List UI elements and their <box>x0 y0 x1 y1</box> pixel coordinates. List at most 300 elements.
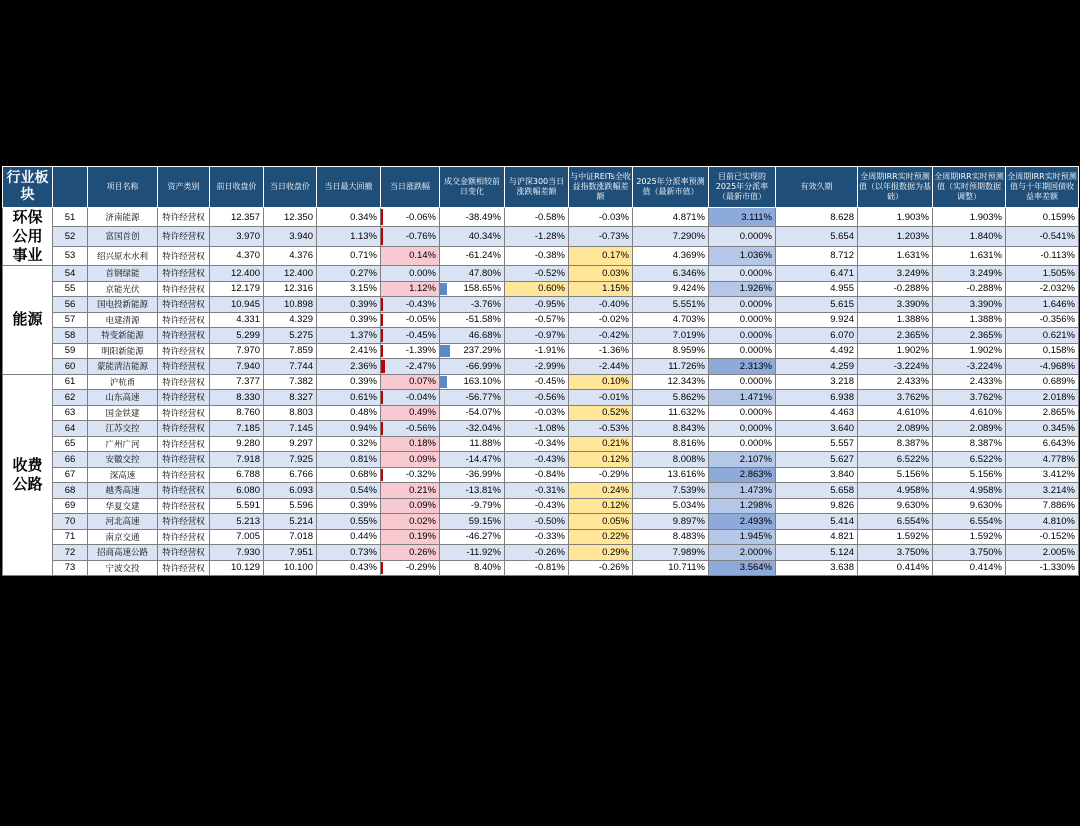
cell-r25 <box>709 328 776 344</box>
cell-value: 河北高速 <box>105 517 140 528</box>
cell-value: 7.382 <box>289 376 313 388</box>
cell-value: 0.22% <box>602 531 629 543</box>
cell-chg <box>381 529 440 545</box>
cell-value: 5.299 <box>236 329 260 341</box>
cell-value: 6.643% <box>1042 438 1075 450</box>
cell-spr <box>1006 246 1079 265</box>
cell-value: 1.631% <box>896 250 929 262</box>
cell-value: 5.156% <box>896 469 929 481</box>
cell-irr1 <box>858 227 933 246</box>
cell-name <box>88 436 158 452</box>
cell-dur <box>776 421 858 437</box>
cell-value: 7.290% <box>672 230 705 242</box>
cell-value: -0.53% <box>598 422 629 434</box>
cell-name <box>88 452 158 468</box>
cell-value: -0.58% <box>534 211 565 223</box>
volume-bar <box>440 283 447 296</box>
cell-prev <box>210 498 264 514</box>
cell-prev <box>210 266 264 282</box>
cell-vol <box>440 208 505 227</box>
cell-reit <box>569 421 633 437</box>
cell-value: 163.10% <box>463 376 501 388</box>
cell-name <box>88 498 158 514</box>
cell-value: 4.958% <box>896 484 929 496</box>
cell-vol <box>440 483 505 499</box>
cell-value: 1.471% <box>739 391 772 403</box>
cell-name <box>88 374 158 390</box>
cell-no <box>53 297 88 313</box>
cell-name <box>88 227 158 246</box>
cell-value: 2.000% <box>739 546 772 558</box>
cell-reit <box>569 467 633 483</box>
cell-dur <box>776 246 858 265</box>
column-header: 2025年分派率预测值（最新市值） <box>633 167 709 208</box>
cell-value: -0.34% <box>534 438 565 450</box>
cell-value: 6.554% <box>896 515 929 527</box>
cell-value: 0.29% <box>602 546 629 558</box>
cell-value: 深高速 <box>109 470 136 481</box>
cell-value: 70 <box>64 515 76 527</box>
cell-value: 0.12% <box>602 453 629 465</box>
cell-vol <box>440 390 505 406</box>
cell-reit <box>569 297 633 313</box>
cell-value: 0.39% <box>350 376 377 388</box>
cell-hs <box>505 208 569 227</box>
cell-f25 <box>633 529 709 545</box>
cell-value: 6.554% <box>969 515 1002 527</box>
cell-value: 4.703% <box>672 314 705 326</box>
cell-spr <box>1006 208 1079 227</box>
cell-hs <box>505 529 569 545</box>
table-row <box>3 421 1079 437</box>
table-row <box>3 452 1079 468</box>
cell-value: 特许经营权 <box>162 232 205 243</box>
cell-no <box>53 529 88 545</box>
decline-bar <box>381 345 383 358</box>
cell-irr1 <box>858 529 933 545</box>
cell-dd <box>317 246 381 265</box>
column-header: 项目名称 <box>88 167 158 208</box>
cell-vol <box>440 560 505 576</box>
cell-value: 5.557 <box>830 438 854 450</box>
cell-close <box>264 312 317 328</box>
cell-close <box>264 328 317 344</box>
cell-hs <box>505 374 569 390</box>
cell-chg <box>381 266 440 282</box>
cell-value: 0.68% <box>350 469 377 481</box>
cell-value: 2.005% <box>1042 546 1075 558</box>
cell-value: 特变新能源 <box>101 331 144 342</box>
cell-reit <box>569 529 633 545</box>
cell-value: -0.04% <box>405 391 436 403</box>
cell-irr1 <box>858 560 933 576</box>
cell-hs <box>505 421 569 437</box>
table-row <box>3 359 1079 375</box>
cell-value: 7.145 <box>289 422 313 434</box>
cell-value: 0.52% <box>602 407 629 419</box>
column-header <box>53 167 88 208</box>
cell-value: -1.39% <box>405 345 436 357</box>
cell-value: 66 <box>64 453 76 465</box>
cell-name <box>88 266 158 282</box>
cell-dd <box>317 498 381 514</box>
cell-f25 <box>633 467 709 483</box>
cell-reit <box>569 483 633 499</box>
cell-value: 8.843% <box>672 422 705 434</box>
cell-value: 1.926% <box>739 283 772 295</box>
cell-value: 2.365% <box>896 329 929 341</box>
cell-value: 4.463 <box>830 407 854 419</box>
cell-value: 国电投新能源 <box>96 300 148 311</box>
cell-reit <box>569 452 633 468</box>
cell-irr2 <box>933 312 1006 328</box>
cell-spr <box>1006 374 1079 390</box>
cell-value: 3.218 <box>830 376 854 388</box>
cell-dur <box>776 208 858 227</box>
cell-value: 65 <box>64 438 76 450</box>
cell-dd <box>317 405 381 421</box>
cell-chg <box>381 436 440 452</box>
cell-value: 1.37% <box>350 329 377 341</box>
cell-value: 0.000% <box>739 345 772 357</box>
cell-value: 济南能源 <box>105 213 140 224</box>
cell-hs <box>505 328 569 344</box>
column-header: 行业板块 <box>3 167 53 208</box>
cell-reit <box>569 281 633 297</box>
cell-value: 10.711% <box>668 562 705 574</box>
cell-value: 60 <box>64 360 76 372</box>
table-row <box>3 297 1079 313</box>
decline-bar <box>381 329 383 342</box>
cell-type <box>158 359 210 375</box>
cell-irr2 <box>933 421 1006 437</box>
cell-value: 0.94% <box>350 422 377 434</box>
cell-dd <box>317 312 381 328</box>
cell-value: 8.760 <box>236 407 260 419</box>
cell-value: 1.631% <box>969 250 1002 262</box>
cell-value: 首钢绿能 <box>105 269 140 280</box>
cell-value: 0.73% <box>350 546 377 558</box>
cell-value: 7.859 <box>289 345 313 357</box>
cell-value: 明阳新能源 <box>101 346 144 357</box>
cell-dur <box>776 436 858 452</box>
cell-value: 7.185 <box>236 422 260 434</box>
cell-close <box>264 246 317 265</box>
cell-hs <box>505 266 569 282</box>
cell-value: 富国首创 <box>105 232 140 243</box>
cell-spr <box>1006 560 1079 576</box>
cell-no <box>53 467 88 483</box>
cell-hs <box>505 246 569 265</box>
cell-chg <box>381 390 440 406</box>
cell-value: 8.483% <box>672 531 705 543</box>
cell-value: 3.750% <box>896 546 929 558</box>
cell-type <box>158 498 210 514</box>
cell-value: -0.33% <box>534 531 565 543</box>
cell-irr1 <box>858 390 933 406</box>
cell-value: 71 <box>64 531 76 543</box>
cell-value: -0.73% <box>598 230 629 242</box>
cell-irr2 <box>933 208 1006 227</box>
cell-name <box>88 343 158 359</box>
cell-no <box>53 560 88 576</box>
cell-f25 <box>633 374 709 390</box>
cell-value: 山东高速 <box>105 393 140 404</box>
cell-value: 2.493% <box>739 515 772 527</box>
table-row <box>3 405 1079 421</box>
cell-type <box>158 343 210 359</box>
cell-value: 57 <box>64 314 76 326</box>
cell-name <box>88 483 158 499</box>
cell-dd <box>317 467 381 483</box>
cell-value: 特许经营权 <box>162 486 205 497</box>
cell-type <box>158 312 210 328</box>
cell-value: 7.951 <box>289 546 313 558</box>
cell-value: 8.628 <box>830 211 854 223</box>
cell-dur <box>776 374 858 390</box>
cell-type <box>158 483 210 499</box>
cell-dd <box>317 266 381 282</box>
cell-value: 3.762% <box>896 391 929 403</box>
cell-value: 0.159% <box>1042 211 1075 223</box>
column-header: 当日涨跌幅 <box>381 167 440 208</box>
cell-type <box>158 328 210 344</box>
cell-value: 0.71% <box>350 250 377 262</box>
cell-prev <box>210 529 264 545</box>
cell-value: 特许经营权 <box>162 331 205 342</box>
cell-dd <box>317 281 381 297</box>
cell-value: 7.539% <box>672 484 705 496</box>
cell-value: 6.346% <box>672 267 705 279</box>
cell-spr <box>1006 529 1079 545</box>
cell-value: 6.093 <box>289 484 313 496</box>
cell-value: 绍兴原水水利 <box>96 251 148 262</box>
cell-value: 11.632% <box>668 407 705 419</box>
cell-value: 0.55% <box>350 515 377 527</box>
cell-value: -2.99% <box>534 360 565 372</box>
cell-value: -0.05% <box>405 314 436 326</box>
cell-value: 5.627 <box>830 453 854 465</box>
cell-value: 电建清源 <box>105 315 140 326</box>
cell-dd <box>317 227 381 246</box>
cell-value: 2.865% <box>1042 407 1075 419</box>
cell-value: -0.45% <box>405 329 436 341</box>
cell-chg <box>381 208 440 227</box>
cell-value: 1.203% <box>896 230 929 242</box>
cell-r25 <box>709 374 776 390</box>
cell-hs <box>505 227 569 246</box>
cell-dur <box>776 467 858 483</box>
cell-value: 2.365% <box>969 329 1002 341</box>
cell-value: 7.970 <box>236 345 260 357</box>
cell-f25 <box>633 436 709 452</box>
cell-r25 <box>709 545 776 561</box>
cell-name <box>88 246 158 265</box>
cell-value: 2.433% <box>896 376 929 388</box>
cell-f25 <box>633 208 709 227</box>
cell-value: 46.68% <box>468 329 501 341</box>
cell-chg <box>381 514 440 530</box>
cell-value: -0.03% <box>534 407 565 419</box>
cell-value: 5.156% <box>969 469 1002 481</box>
cell-value: 1.945% <box>739 531 772 543</box>
cell-value: 特许经营权 <box>162 213 205 224</box>
cell-value: 1.903% <box>969 211 1002 223</box>
cell-vol <box>440 529 505 545</box>
cell-r25 <box>709 227 776 246</box>
cell-value: 11.726% <box>668 360 705 372</box>
cell-value: 特许经营权 <box>162 563 205 574</box>
cell-value: 0.000% <box>739 230 772 242</box>
cell-value: 8.40% <box>474 562 501 574</box>
cell-f25 <box>633 328 709 344</box>
cell-value: 0.34% <box>350 211 377 223</box>
cell-value: 4.329 <box>289 314 313 326</box>
cell-value: 7.930 <box>236 546 260 558</box>
cell-value: -0.40% <box>598 298 629 310</box>
cell-value: 0.000% <box>739 407 772 419</box>
cell-value: -36.99% <box>465 469 501 481</box>
cell-value: 广州广河 <box>105 439 140 450</box>
cell-value: -1.91% <box>534 345 565 357</box>
cell-value: 3.762% <box>969 391 1002 403</box>
cell-prev <box>210 328 264 344</box>
cell-value: -0.95% <box>534 298 565 310</box>
cell-value: 2.36% <box>350 360 377 372</box>
cell-spr <box>1006 266 1079 282</box>
cell-value: -0.76% <box>405 230 436 242</box>
cell-value: -0.57% <box>534 314 565 326</box>
cell-value: 5.862% <box>672 391 705 403</box>
cell-prev <box>210 560 264 576</box>
cell-irr2 <box>933 297 1006 313</box>
cell-vol <box>440 374 505 390</box>
cell-value: -0.26% <box>598 562 629 574</box>
table-row <box>3 545 1079 561</box>
cell-vol <box>440 452 505 468</box>
cell-value: 3.940 <box>289 230 313 242</box>
header-row <box>3 167 1079 208</box>
cell-value: 5.213 <box>236 515 260 527</box>
cell-value: 5.615 <box>830 298 854 310</box>
cell-dd <box>317 483 381 499</box>
cell-name <box>88 405 158 421</box>
cell-type <box>158 281 210 297</box>
cell-name <box>88 297 158 313</box>
cell-spr <box>1006 436 1079 452</box>
cell-hs <box>505 297 569 313</box>
sector-cell: 环保公用事业 <box>3 208 53 266</box>
cell-value: 江苏交控 <box>105 424 140 435</box>
cell-prev <box>210 467 264 483</box>
cell-prev <box>210 359 264 375</box>
cell-value: 4.810% <box>1042 515 1075 527</box>
cell-value: 4.778% <box>1042 453 1075 465</box>
cell-name <box>88 467 158 483</box>
cell-name <box>88 281 158 297</box>
cell-reit <box>569 312 633 328</box>
cell-value: 0.17% <box>602 250 629 262</box>
cell-dur <box>776 227 858 246</box>
cell-chg <box>381 246 440 265</box>
cell-value: 2.089% <box>969 422 1002 434</box>
cell-value: 2.313% <box>739 360 772 372</box>
cell-value: 62 <box>64 391 76 403</box>
cell-value: -0.43% <box>534 500 565 512</box>
cell-prev <box>210 514 264 530</box>
cell-value: 3.640 <box>830 422 854 434</box>
cell-value: 特许经营权 <box>162 439 205 450</box>
table-row <box>3 390 1079 406</box>
cell-value: 59.15% <box>468 515 501 527</box>
table-row <box>3 227 1079 246</box>
cell-value: 1.388% <box>896 314 929 326</box>
cell-dd <box>317 545 381 561</box>
cell-value: -1.08% <box>534 422 565 434</box>
table-row <box>3 498 1079 514</box>
cell-chg <box>381 421 440 437</box>
cell-value: 3.638 <box>830 562 854 574</box>
cell-irr1 <box>858 421 933 437</box>
cell-irr2 <box>933 529 1006 545</box>
cell-value: 1.505% <box>1042 267 1075 279</box>
cell-spr <box>1006 545 1079 561</box>
cell-dur <box>776 297 858 313</box>
decline-bar <box>381 228 383 244</box>
cell-value: 0.10% <box>602 376 629 388</box>
cell-value: 47.80% <box>468 267 501 279</box>
cell-value: -3.224% <box>893 360 929 372</box>
cell-value: 56 <box>64 298 76 310</box>
cell-value: -0.84% <box>534 469 565 481</box>
cell-value: 55 <box>64 283 76 295</box>
cell-reit <box>569 545 633 561</box>
cell-dur <box>776 312 858 328</box>
cell-type <box>158 421 210 437</box>
cell-vol <box>440 405 505 421</box>
cell-close <box>264 436 317 452</box>
cell-spr <box>1006 343 1079 359</box>
cell-spr <box>1006 297 1079 313</box>
cell-value: 6.788 <box>236 469 260 481</box>
cell-value: 6.522% <box>896 453 929 465</box>
cell-name <box>88 328 158 344</box>
cell-close <box>264 390 317 406</box>
cell-name <box>88 312 158 328</box>
cell-value: 1.036% <box>739 250 772 262</box>
cell-hs <box>505 452 569 468</box>
cell-dd <box>317 436 381 452</box>
cell-value: 2.863% <box>739 469 772 481</box>
cell-vol <box>440 227 505 246</box>
cell-value: -0.356% <box>1039 314 1075 326</box>
cell-value: 沪杭甬 <box>109 377 136 388</box>
cell-value: 0.000% <box>739 376 772 388</box>
cell-dd <box>317 208 381 227</box>
cell-value: 0.39% <box>350 298 377 310</box>
cell-prev <box>210 208 264 227</box>
cell-value: 特许经营权 <box>162 284 205 295</box>
cell-prev <box>210 281 264 297</box>
cell-value: 特许经营权 <box>162 315 205 326</box>
cell-value: 6.471 <box>830 267 854 279</box>
cell-close <box>264 281 317 297</box>
cell-chg <box>381 452 440 468</box>
cell-value: 158.65% <box>463 283 501 295</box>
cell-spr <box>1006 281 1079 297</box>
cell-value: -0.52% <box>534 267 565 279</box>
cell-value: 2.089% <box>896 422 929 434</box>
